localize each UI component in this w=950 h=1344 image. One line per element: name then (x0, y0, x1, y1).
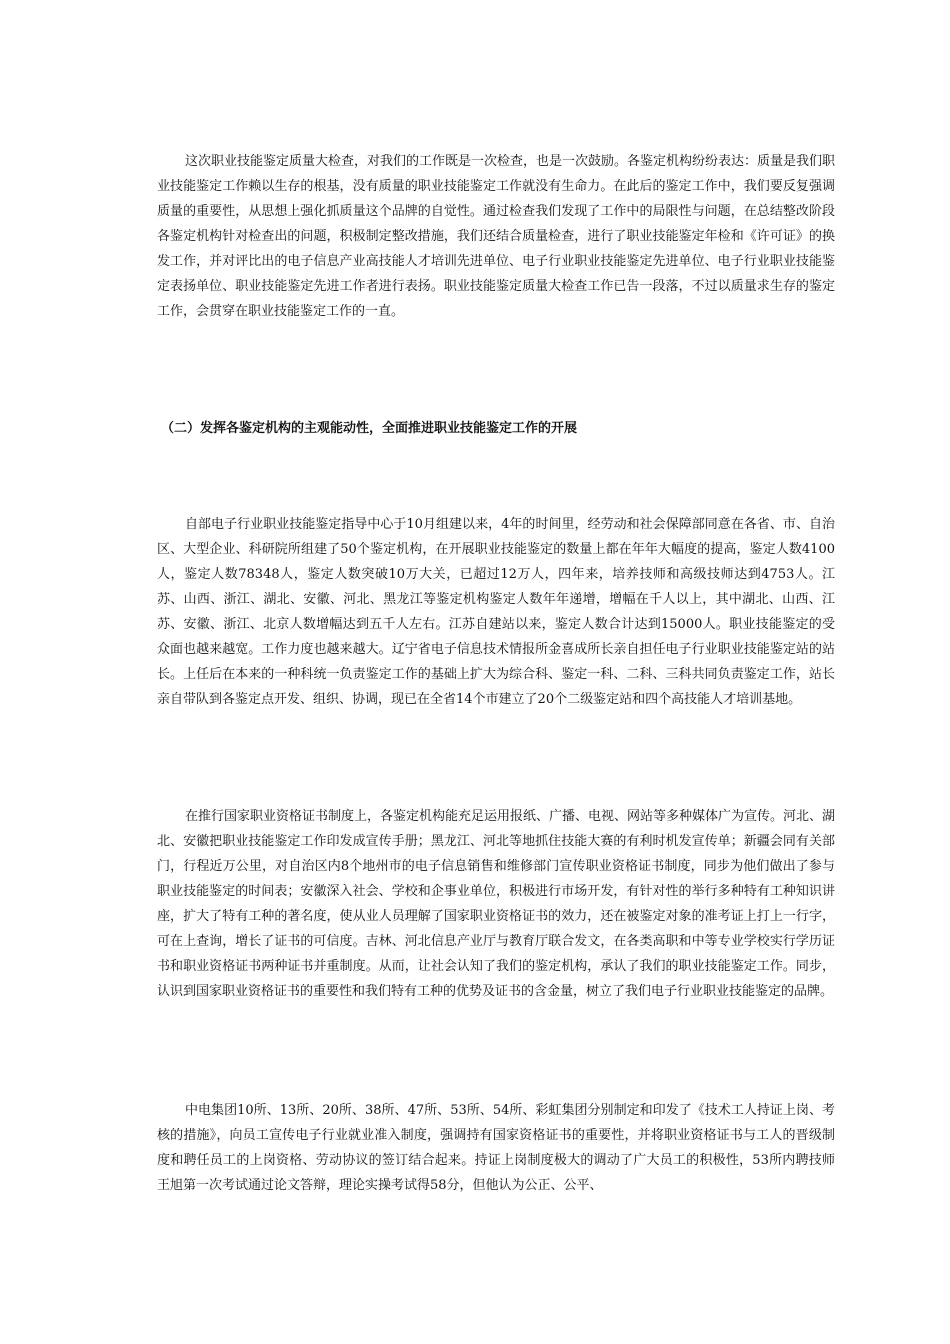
paragraph-cetc-measures: 中电集团10所、13所、20所、38所、47所、53所、54所、彩虹集团分别制定和印发了《技术工人持证上岗、考核的措施》，向员工宣传电子行业就业准入制度，强调持有国家资格证书的重要性，并将职业资格证书与工人的晋级制度和聘任员工的上岗资格、劳动协议的签订结合起来。持证上岗制度极大的调动了广大员工的积极性，53所内聘技师王旭第一次考试通过论文答辩，理论实操考试得58分，但他认为公正、公平、 (157, 1103, 835, 1193)
section-heading: （二）发挥各鉴定机构的主观能动性，全面推进职业技能鉴定工作的开展 (161, 421, 578, 436)
paragraph-quality-inspection: 这次职业技能鉴定质量大检查，对我们的工作既是一次检查，也是一次鼓励。各鉴定机构纷纷表达：质量是我们职业技能鉴定工作赖以生存的根基，没有质量的职业技能鉴定工作就没有生命力。在此后的鉴定工作中，我们要反复强调质量的重要性，从思想上强化抓质量这个品牌的自觉性。通过检查我们发现了工作中的局限性与问题，在总结整改阶段各鉴定机构针对检查出的问题，积极制定整改措施，我们还结合质量检查，进行了职业技能鉴定年检和《许可证》的换发工作，并对评比出的电子信息产业高技能人才培训先进单位、电子行业职业技能鉴定先进单位、电子行业职业技能鉴定表扬单位、职业技能鉴定先进工作者进行表扬。职业技能鉴定质量大检查工作已告一段落，不过以质量求生存的鉴定工作，会贯穿在职业技能鉴定工作的一直。 (157, 154, 836, 319)
paragraph-appraisal-institutions: 自部电子行业职业技能鉴定指导中心于10月组建以来，4年的时间里，经劳动和社会保障部同意在各省、市、自治区、大型企业、科研院所组建了50个鉴定机构，在开展职业技能鉴定的数量上都在年年大幅度的提高，鉴定人数4100人，鉴定人数78348人，鉴定人数突破10万大关，已超过12万人，四年来，培养技师和高级技师达到4753人。江苏、山西、浙江、湖北、安徽、河北、黑龙江等鉴定机构鉴定人数年年递增，增幅在千人以上，其中湖北、山西、江苏、安徽、浙江、北京人数增幅达到五千人左右。江苏自建站以来，鉴定人数合计达到15000人。职业技能鉴定的受众面也越来越宽。工作力度也越来越大。辽宁省电子信息技术情报所金喜成所长亲自担任电子行业职业技能鉴定站的站长。上任后在本来的一种科统一负责鉴定工作的基础上扩大为综合科、鉴定一科、二科、三科共同负责鉴定工作，站长亲自带队到各鉴定点开发、组织、协调，现已在全省14个市建立了20个二级鉴定站和四个高技能人才培训基地。 (157, 517, 835, 707)
paragraph-certificate-promotion: 在推行国家职业资格证书制度上，各鉴定机构能充足运用报纸、广播、电视、网站等多种媒体广为宣传。河北、湖北、安徽把职业技能鉴定工作印发成宣传手册；黑龙江、河北等地抓住技能大赛的有利时机发宣传单；新疆会同有关部门，行程近万公里，对自治区内8个地州市的电子信息销售和维修部门宣传职业资格证书制度，同步为他们做出了参与职业技能鉴定的时间表；安徽深入社会、学校和企事业单位，积极进行市场开发，有针对性的举行多种特有工种知识讲座，扩大了特有工种的著名度，使从业人员理解了国家职业资格证书的效力，还在被鉴定对象的准考证上打上一行字，可在上查询，增长了证书的可信度。吉林、河北信息产业厅与教育厅联合发文，在各类高职和中等专业学校实行学历证书和职业资格证书两种证书并重制度。从而，让社会认知了我们的鉴定机构，承认了我们的职业技能鉴定工作。同步，认识到国家职业资格证书的重要性和我们特有工种的优势及证书的含金量，树立了我们电子行业职业技能鉴定的品牌。 (157, 809, 836, 999)
